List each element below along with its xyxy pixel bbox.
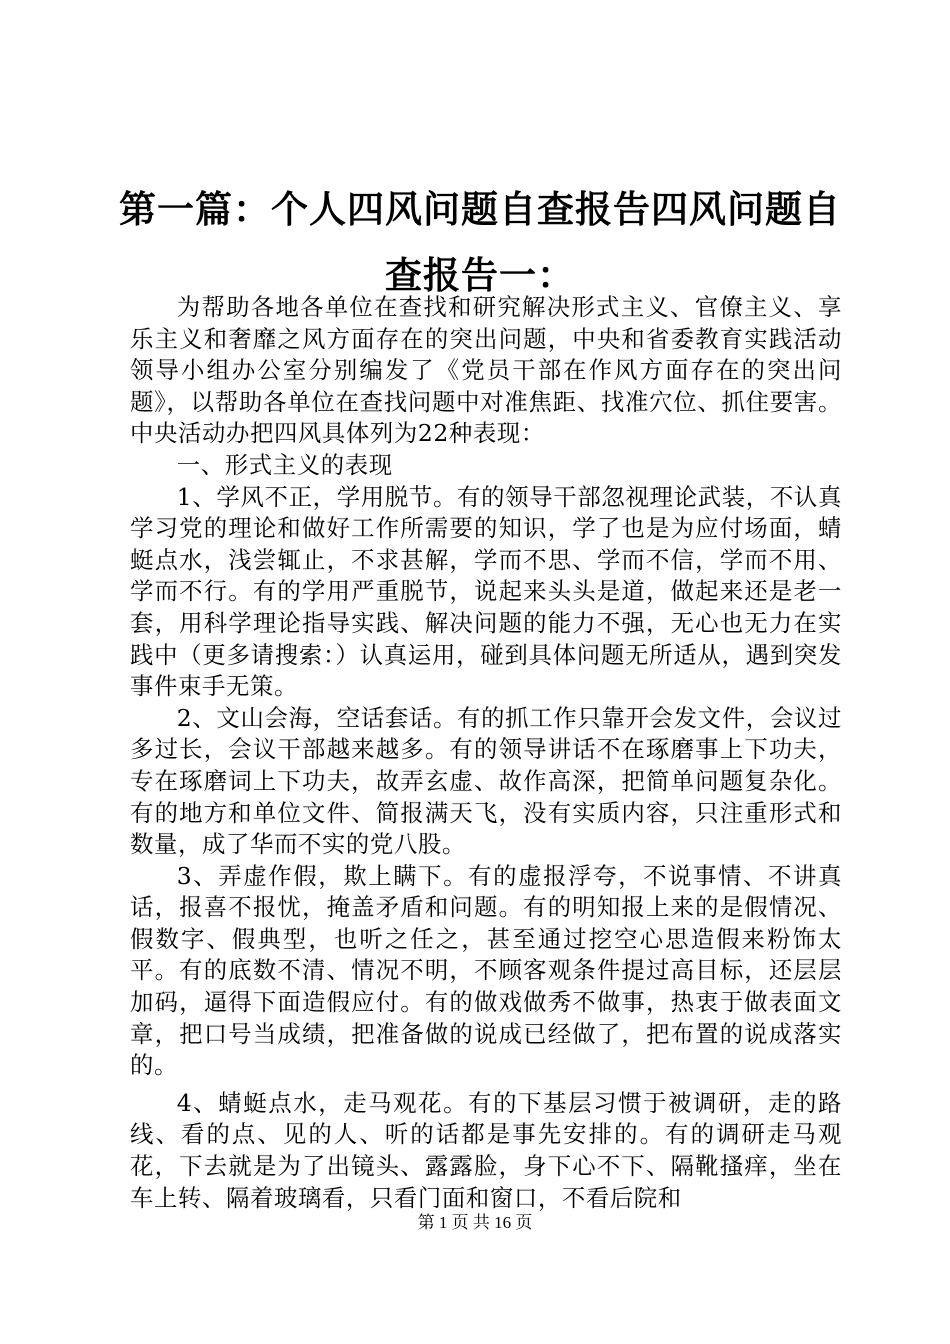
- paragraph: 1、学风不正，学用脱节。有的领导干部忽视理论武装，不认真学习党的理论和做好工作所需要的知识，学了也是为应付场面，蜻蜓点水，浅尝辄止，不求甚解，学而不思、学而不信，学而不用、学而不行。有的学用严重脱节，说起来头头是道，做起来还是老一套，用科学理论指导实践、解决问题的能力不强，无心也无力在实践中（更多请搜索：）认真运用，碰到具体问题无所适从，遇到突发事件束手无策。: [130, 482, 842, 701]
- document-title: 第一篇：个人四风问题自查报告四风问题自查报告一：: [119, 187, 841, 297]
- page-number-footer: 第 1 页 共 16 页: [417, 1213, 533, 1232]
- paragraph: 4、蜻蜓点水，走马观花。有的下基层习惯于被调研，走的路线、看的点、见的人、听的话都是事先安排的。有的调研走马观花，下去就是为了出镜头、露露脸，身下心不下、隔靴搔痒，坐在车上转、隔着玻璃看，只看门面和窗口，不看后院和: [130, 1088, 842, 1212]
- paragraph: 3、弄虚作假，欺上瞒下。有的虚报浮夸，不说事情、不讲真话，报喜不报忧，掩盖矛盾和问题。有的明知报上来的是假情况、假数字、假典型，也听之任之，甚至通过挖空心思造假来粉饰太平。有的底数不清、情况不明，不顾客观条件提过高目标，还层层加码，逼得下面造假应付。有的做戏做秀不做事，热衷于做表面文章，把口号当成绩，把准备做的说成已经做了，把布置的说成落实的。: [130, 861, 842, 1080]
- paragraph: 为帮助各地各单位在查找和研究解决形式主义、官僚主义、享乐主义和奢靡之风方面存在的突出问题，中央和省委教育实践活动领导小组办公室分别编发了《党员干部在作风方面存在的突出问题》，以帮助各单位在查找问题中对准焦距、找准穴位、抓住要害。中央活动办把四风具体列为22种表现：: [130, 293, 842, 448]
- section-heading: 一、形式主义的表现: [176, 450, 393, 479]
- paragraph: 2、文山会海，空话套话。有的抓工作只靠开会发文件，会议过多过长，会议干部越来越多。有的领导讲话不在琢磨事上下功夫，专在琢磨词上下功夫，故弄玄虚、故作高深，把简单问题复杂化。有的地方和单位文件、简报满天飞，没有实质内容，只注重形式和数量，成了华而不实的党八股。: [130, 703, 842, 859]
- document-body: [130, 292, 842, 1214]
